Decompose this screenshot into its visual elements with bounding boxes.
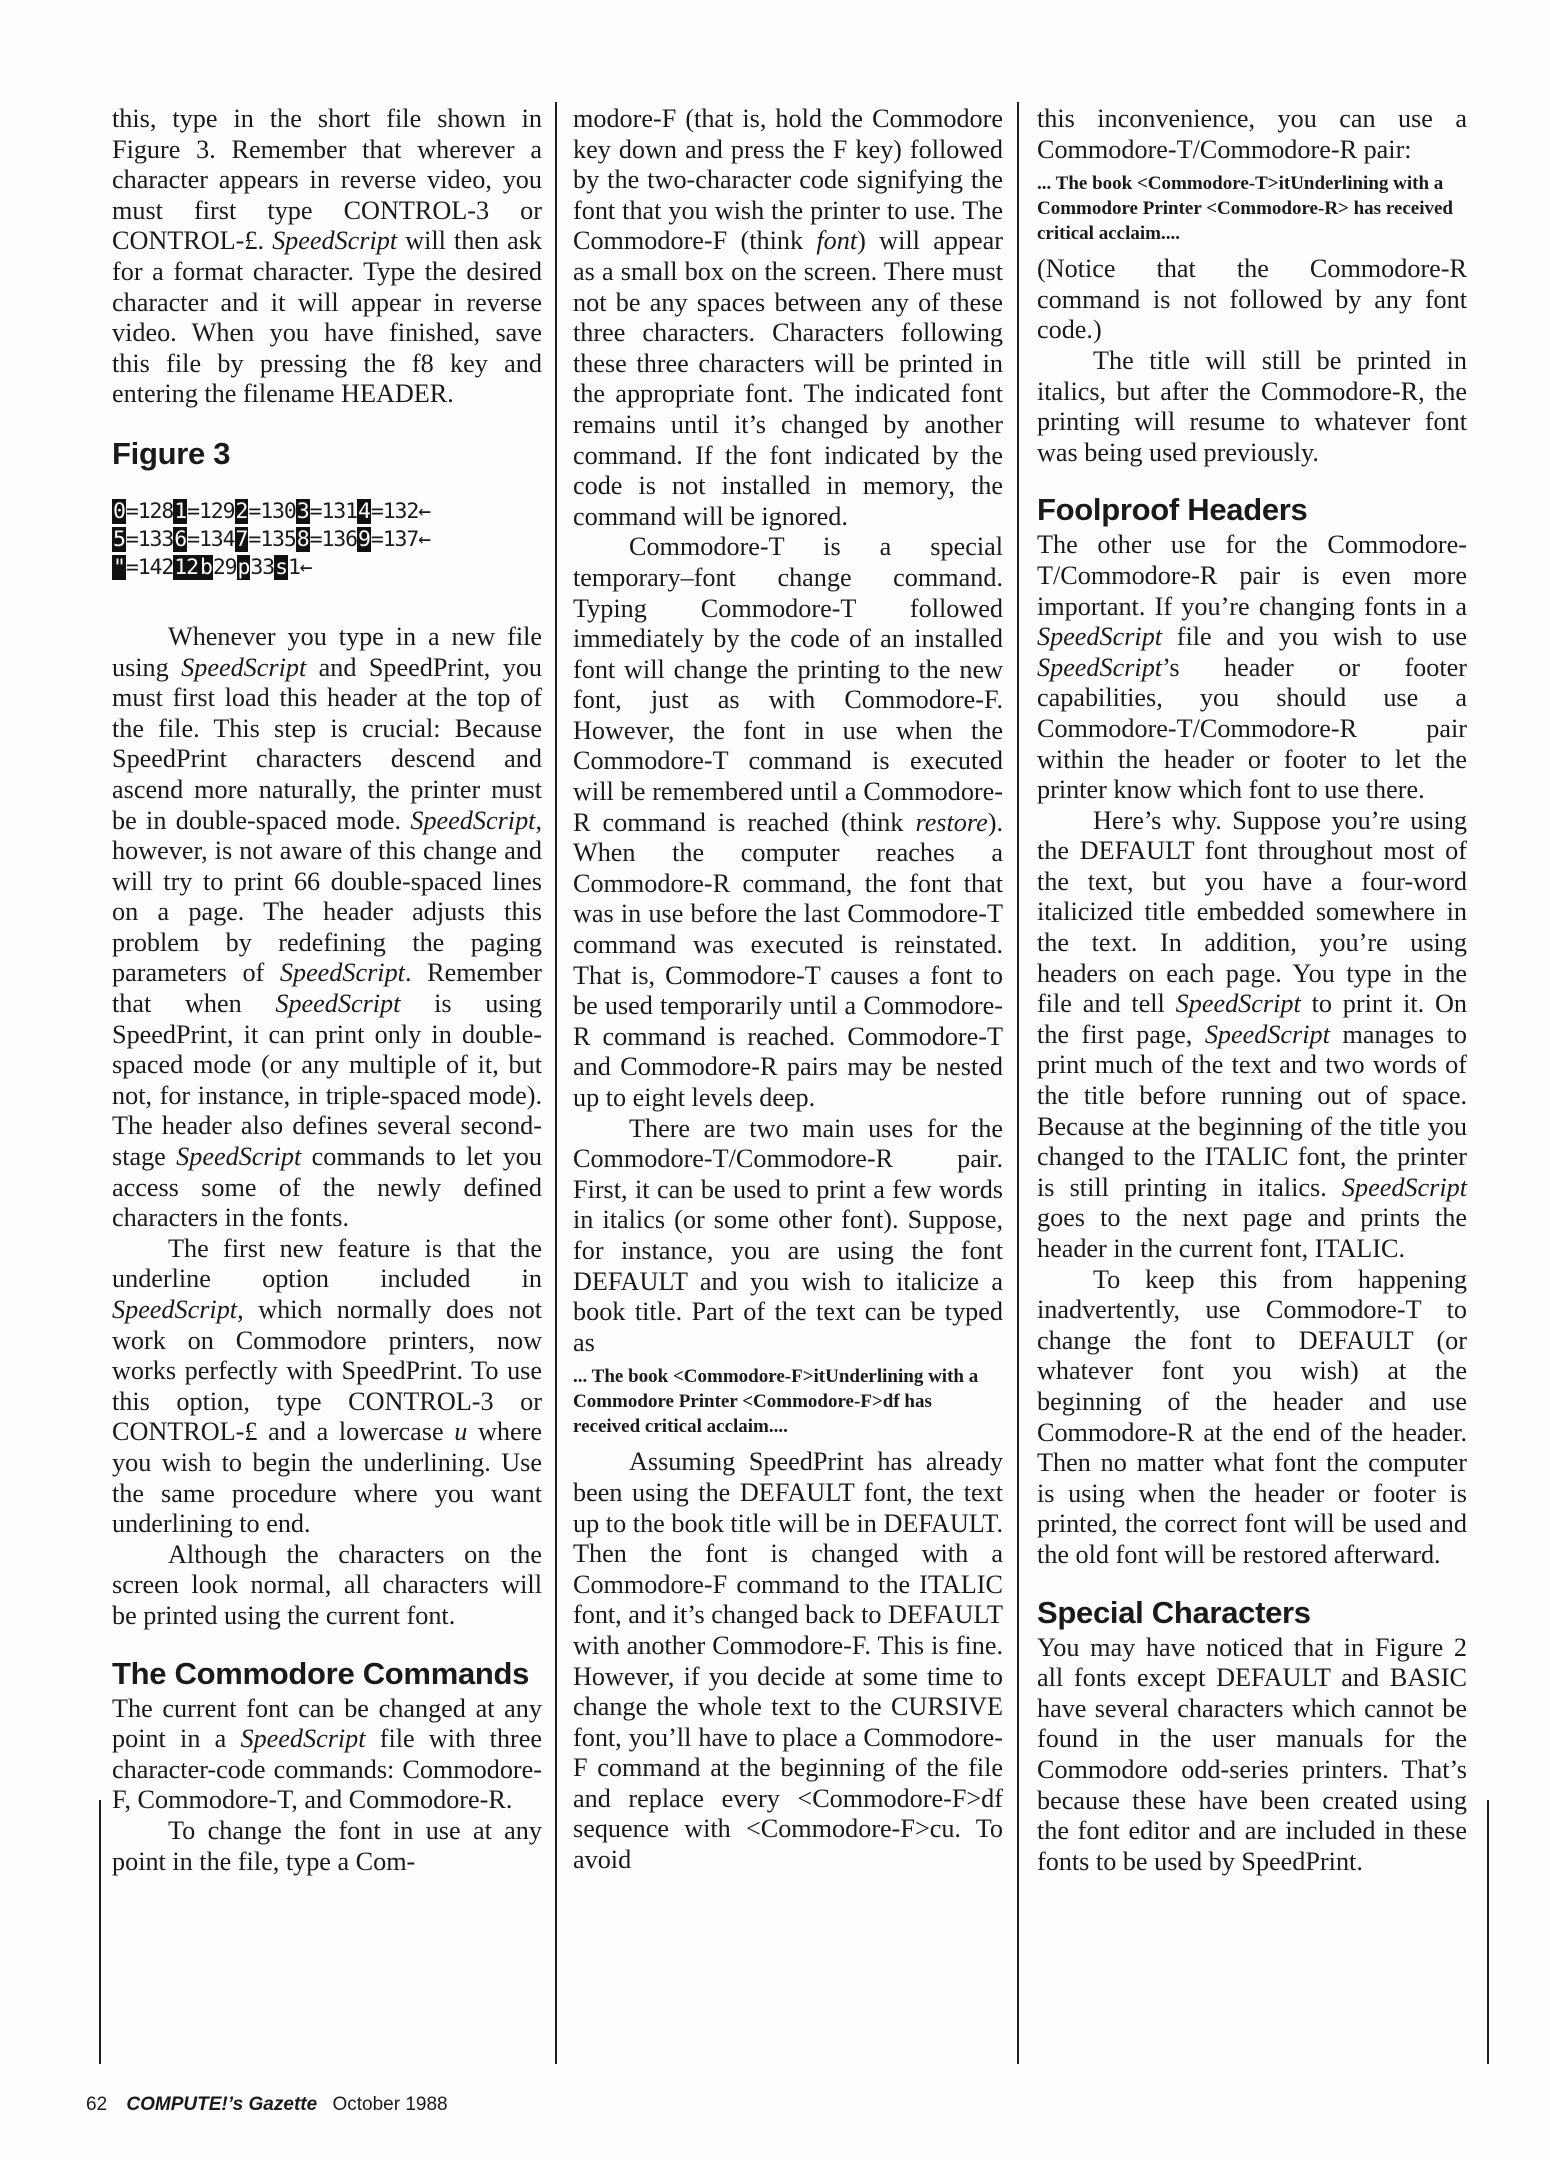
listing-text: =133 (125, 526, 174, 552)
section-heading: The Commodore Commands (112, 1655, 530, 1691)
column-rule-1 (555, 102, 557, 2064)
article-column-1 (112, 104, 542, 1877)
reverse-video-char: 6 (174, 526, 187, 552)
listing-text: =136 (309, 526, 357, 552)
column-rule-left (99, 1800, 101, 2064)
listing-line (112, 526, 542, 554)
reverse-video-char: 3 (296, 498, 309, 524)
listing-text: =130 (248, 498, 296, 524)
reverse-video-char: 12 (174, 554, 198, 580)
body-paragraph: Whenever you type in a new file using SpeedScript and SpeedPrint, you must first load this header at the top of the file. This step is crucial: Because SpeedPrint characters descend and ascend more naturally, the printer must be in double-spaced mode. SpeedScript, however, is not aware of this change and will try to print 66 double-spaced lines on a page. The header adjusts this problem by redefining the paging parameters of SpeedScript. Remember that when SpeedScript is using SpeedPrint, it can print only in double-spaced mode (or any multiple of it, but not, for instance, in triple-spaced mode). The header also defines several second-stage SpeedScript commands to let you access some of the newly defined characters in the fonts. (112, 621, 543, 1233)
body-paragraph: (Notice that the Commodore-R command is not followed by any font code.) (1037, 254, 1467, 345)
issue-date: October 1988 (332, 2094, 448, 2115)
listing-text: =134 (187, 526, 235, 552)
reverse-video-char: 0 (113, 498, 125, 524)
section-heading: Figure 3 (112, 435, 231, 471)
body-paragraph: Although the characters on the screen look normal, all characters will be printed using the current font. (112, 1539, 542, 1630)
body-paragraph: this inconvenience, you can use a Commodore-T/Commodore-R pair: (1037, 104, 1467, 164)
reverse-video-char: 5 (113, 526, 125, 552)
page-footer (86, 2094, 448, 2116)
listing-text: =132← (370, 498, 431, 524)
reverse-video-char: s (275, 554, 287, 580)
reverse-video-char: 2 (235, 498, 248, 524)
article-column-2 (573, 104, 1003, 1876)
body-paragraph: You may have noticed that in Figure 2 all fonts except DEFAULT and BASIC have several characters which cannot be found in the user manuals for the Commodore odd-series printers. That’s because these have been created using the font editor and are included in these fonts to be used by SpeedPrint. (1037, 1632, 1467, 1876)
body-paragraph: Assuming SpeedPrint has already been using the DEFAULT font, the text up to the book title will be in DEFAULT. Then the font is changed with a Commodore-F command to the ITALIC font, and it’s changed back to DEFAULT with another Commodore-F. This is fine. However, if you decide at some time to change the whole text to the CURSIVE font, you’ll have to place a Commodore-F command at the beginning of the file and replace every <Commodore-F>df sequence with <Commodore-F>cu. To avoid (573, 1447, 1003, 1875)
listing-text: =131 (309, 498, 357, 524)
section-heading: Foolproof Headers (1037, 492, 1308, 528)
body-paragraph: The other use for the Commodore-T/Commodore-R pair is even more important. If you’re changing fonts in a SpeedScript file and you wish to use SpeedScript’s header or footer capabilities, you should use a Commodore-T/Commodore-R pair within the header or footer to let the printer know which font to use there. (1037, 530, 1467, 805)
listing-text: =137← (370, 526, 431, 552)
body-paragraph: this, type in the short file shown in Figure 3. Remember that wherever a character appears in reverse video, you must first type CONTROL-3 or CONTROL-£. SpeedScript will then ask for a format character. Type the desired character and it will appear in reverse video. When you have finished, save this file by pressing the f8 key and entering the filename HEADER. (112, 104, 542, 409)
code-example: ... The book <Commodore-T>itUnderlining with a Commodore Printer <Commodore-R> has received critical acclaim.... (1037, 173, 1453, 245)
column-rule-right (1487, 1800, 1489, 2064)
listing-text: 29 (212, 554, 237, 580)
body-paragraph: modore-F (that is, hold the Commodore key down and press the F key) followed by the two-character code signifying the font that you wish the printer to use. The Commodore-F (think font) will appear as a small box on the screen. There must not be any spaces between any of these three characters. Characters following these three characters will be printed in the appropriate font. The indicated font remains until it’s changed by another command. If the font indicated by the code is not installed in memory, the command will be ignored. (573, 104, 1003, 531)
listing-text: =135 (248, 526, 296, 552)
reverse-video-char: 4 (358, 498, 370, 524)
page-number: 62 (86, 2094, 108, 2115)
reverse-video-char: 9 (358, 526, 370, 552)
code-example: ... The book <Commodore-F>itUnderlining with a Commodore Printer <Commodore-F>df has received critical acclaim.... (573, 1366, 979, 1438)
reverse-video-char: b (199, 554, 212, 580)
listing-line (112, 554, 542, 582)
reverse-video-char: 7 (235, 526, 248, 552)
listing-line (112, 498, 542, 526)
listing-text: 1← (287, 554, 312, 580)
reverse-video-char: " (113, 554, 125, 580)
reverse-video-char: 1 (174, 498, 187, 524)
listing-text: =142 (125, 554, 174, 580)
section-heading: Special Characters (1037, 1594, 1311, 1630)
body-paragraph: The current font can be changed at any point in a SpeedScript file with three character-code commands: Commodore-F, Commodore-T, and Commodore-R. (112, 1693, 542, 1815)
body-paragraph: The title will still be printed in italics, but after the Commodore-R, the printing will resume to whatever font was being used previously. (1037, 345, 1467, 467)
publication-name: COMPUTE!’s Gazette (126, 2094, 318, 2115)
body-paragraph: There are two main uses for the Commodore-T/Commodore-R pair. First, it can be used to print a few words in italics (or some other font). Suppose, for instance, you are using the font DEFAULT and you wish to italicize a book title. Part of the text can be typed as (573, 1113, 1003, 1357)
figure-3-listing (112, 498, 542, 582)
body-paragraph: Here’s why. Suppose you’re using the DEFAULT font throughout most of the text, but you have a four-word italicized title embedded somewhere in the text. In addition, you’re using headers on each page. You type in the file and tell SpeedScript to print it. On the first page, SpeedScript manages to print much of the text and two words of the title before running out of space. Because at the beginning of the title you changed to the ITALIC font, the printer is still printing in italics. SpeedScript goes to the next page and prints the header in the current font, ITALIC. (1037, 805, 1467, 1263)
body-paragraph: To change the font in use at any point in the file, type a Com- (112, 1815, 542, 1876)
listing-text: =129 (187, 498, 235, 524)
reverse-video-char: p (237, 554, 250, 580)
body-paragraph: To keep this from happening inadvertently, use Commodore-T to change the font to DEFAULT (or whatever font you wish) at the beginning of the header and use Commodore-R at the end of the header. Then no matter what font the computer is using when the header or footer is printed, the correct font will be used and the old font will be restored afterward. (1037, 1264, 1467, 1569)
article-column-3 (1037, 104, 1467, 1877)
reverse-video-char: 8 (296, 526, 309, 552)
body-paragraph: The first new feature is that the underline option included in SpeedScript, which normally does not work on Commodore printers, now works perfectly with SpeedPrint. To use this option, type CONTROL-3 or CONTROL-£ and a lowercase u where you wish to begin the underlining. Use the same procedure where you want underlining to end. (112, 1233, 542, 1539)
listing-text: =128 (125, 498, 174, 524)
listing-text: 33 (250, 554, 275, 580)
column-rule-2 (1017, 102, 1019, 2064)
body-paragraph: Commodore-T is a special temporary–font change command. Typing Commodore-T followed immediately by the code of an installed font will change the printing to the new font, just as with Commodore-F. However, the font in use when the Commodore-T command is executed will be remembered until a Commodore-R command is reached (think restore). When the computer reaches a Commodore-R command, the font that was in use before the last Commodore-T command was executed is reinstated. That is, Commodore-T causes a font to be used temporarily until a Commodore-R command is reached. Commodore-T and Commodore-R pairs may be nested up to eight levels deep. (573, 532, 1003, 1112)
